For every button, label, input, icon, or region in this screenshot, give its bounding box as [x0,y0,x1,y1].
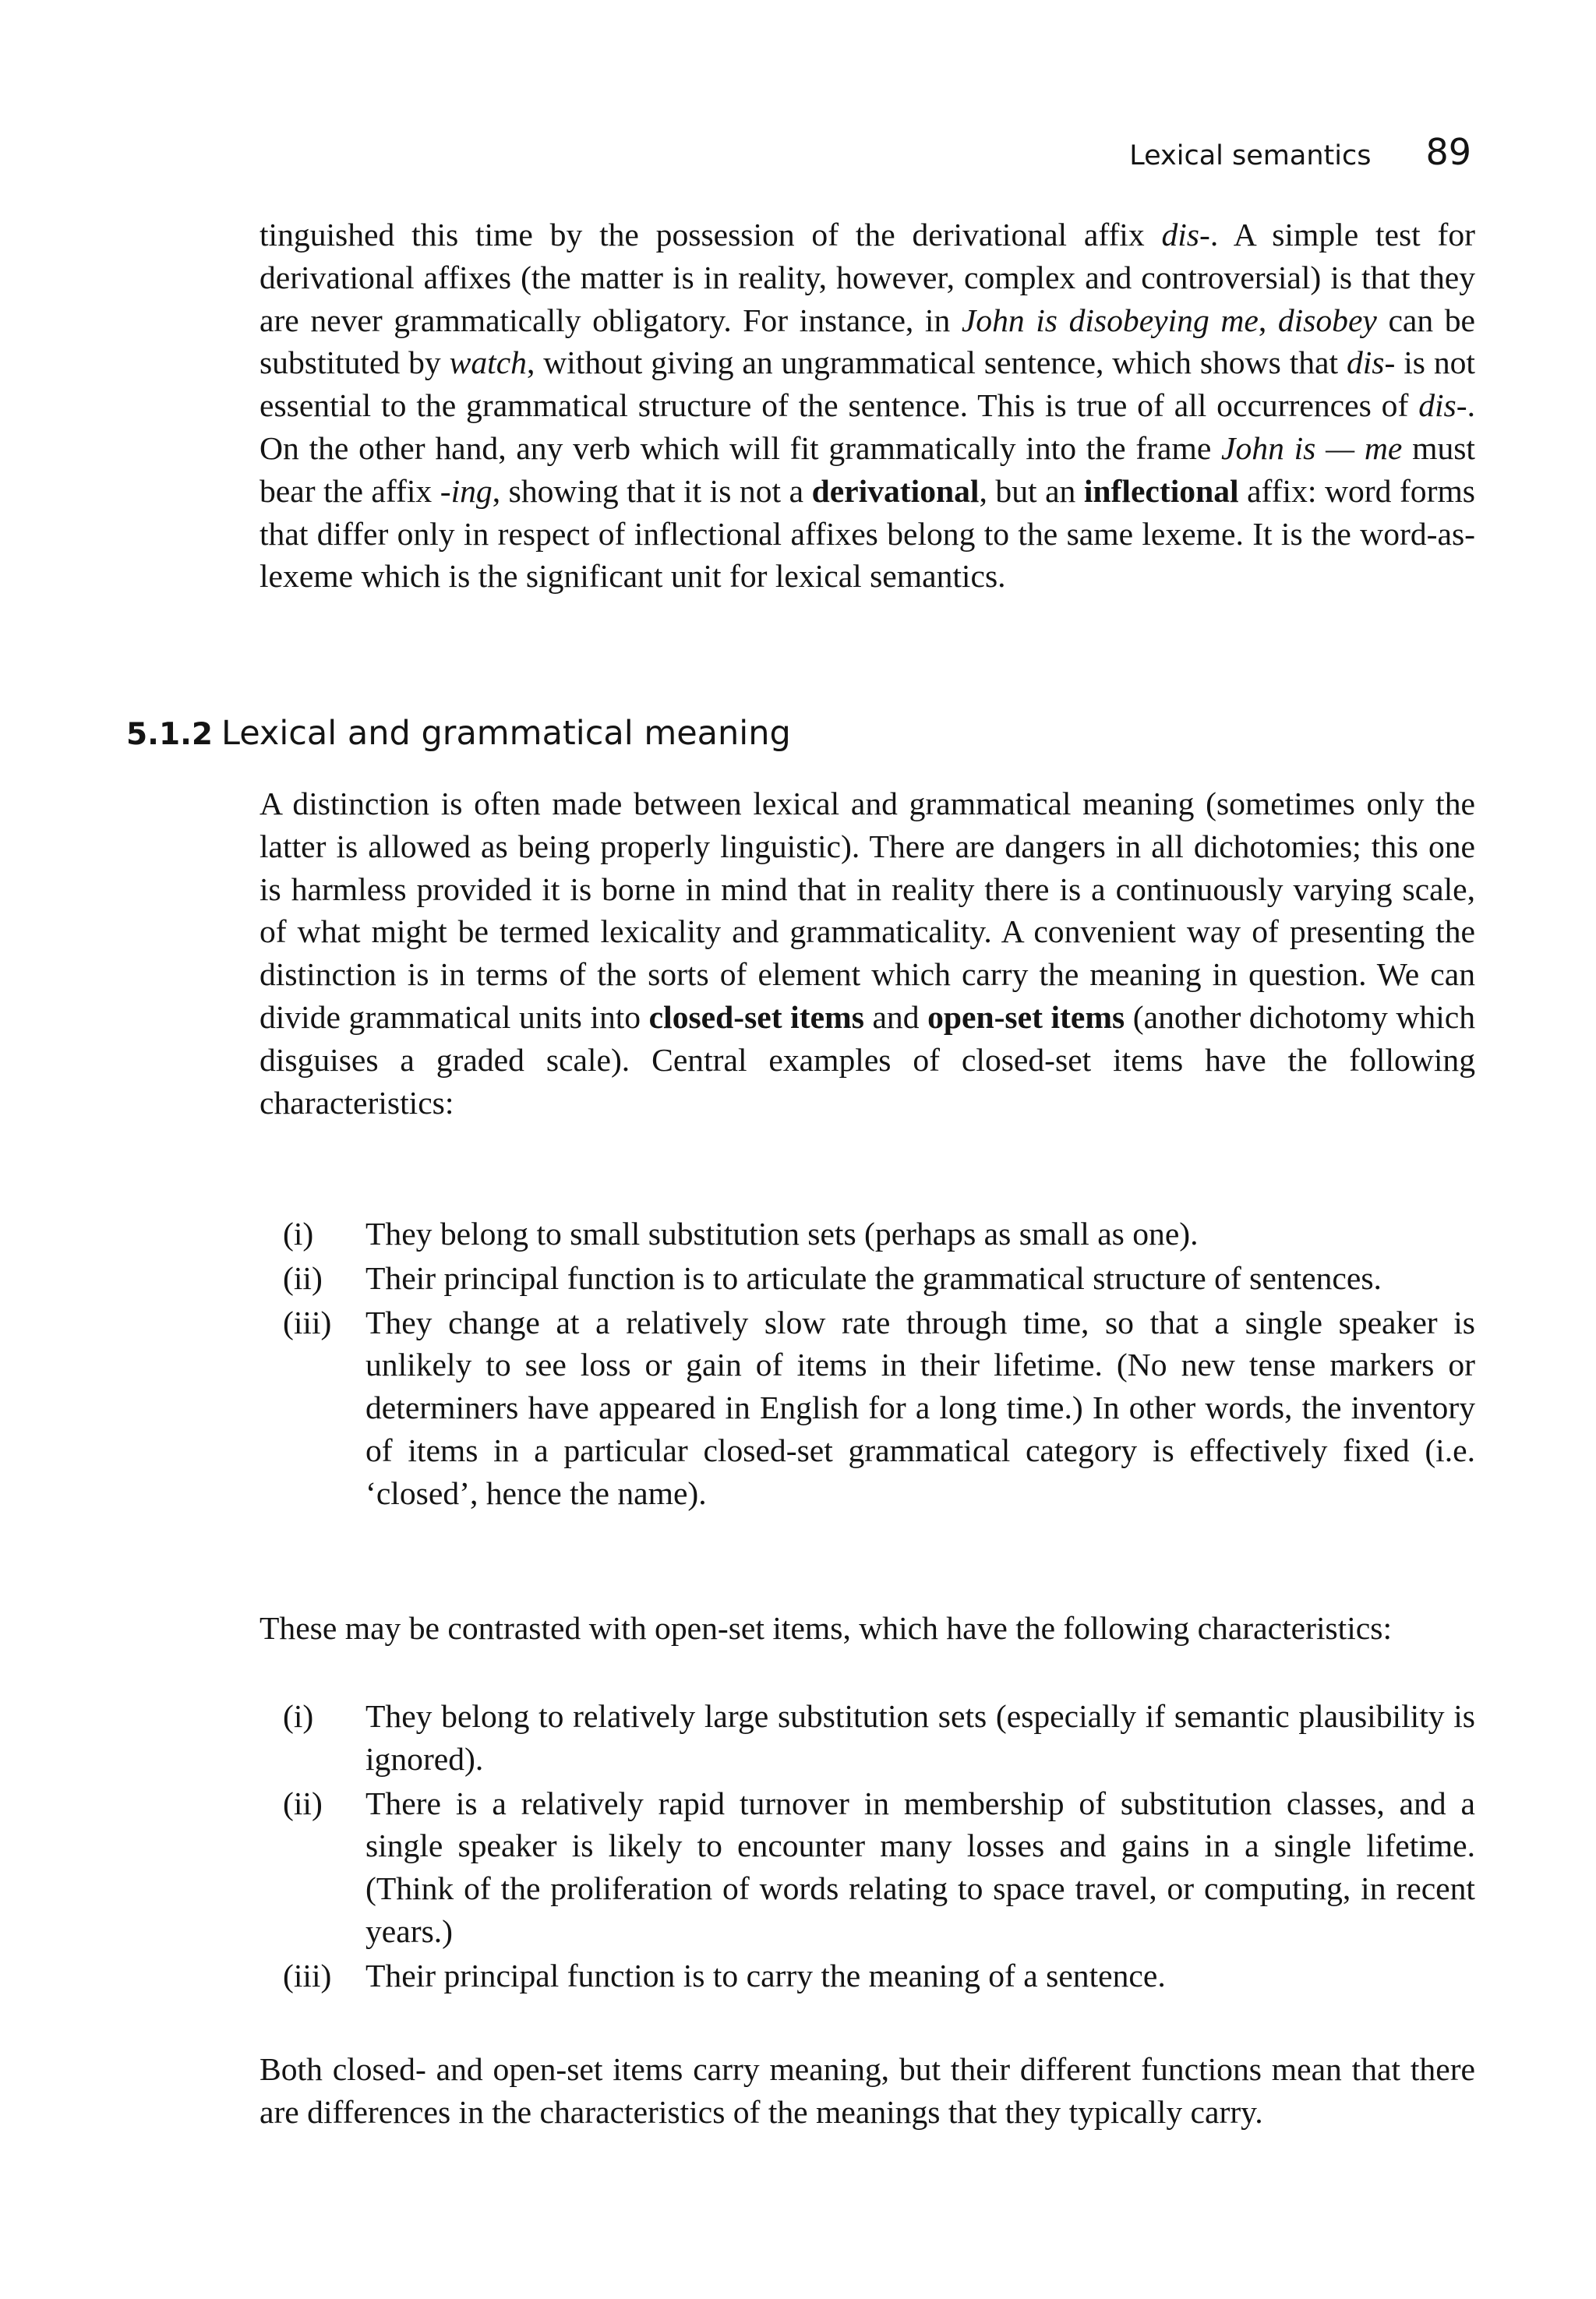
term-derivational: derivational [811,472,980,509]
paragraph-closing: Both closed- and open-set items carry meaning, but their different functions mean that there are differences in the characteristics of the meanings that they typically carry. [260,2051,1475,2130]
term-inflectional: inflectional [1083,472,1239,509]
running-title: Lexical semantics [1129,140,1372,171]
section-number: 5.1.2 [126,717,214,752]
section-title: Lexical and grammatical meaning [221,714,791,753]
list-item: (i) They belong to relatively large substitution sets (especially if semantic plausibility is ignored). [283,1698,1475,1777]
paragraph-open-set-intro: These may be contrasted with open-set items, which have the following characteristics: [260,1610,1392,1646]
closed-set-characteristics-list [283,1213,1475,1517]
list-item: (iii) They change at a relatively slow rate through time, so that a single speaker is unlikely to see loss or gain of items in their lifetime. (No new tense markers or determiners have appeared in English for a long time.) In other words, the inventory of items in a particular closed-set grammatical category is effectively fixed (i.e. ‘closed’, hence the name). [283,1304,1475,1511]
list-item: (iii) Their principal function is to carry the meaning of a sentence. [283,1957,1166,1994]
list-item: (ii) There is a relatively rapid turnover in membership of substitution classes, and a single speaker is likely to encounter many losses and gains in a single lifetime. (Think of the proliferation of words relating to space travel, or computing, in recent years.) [283,1785,1475,1949]
paragraph-derivational-affixes: tinguished this time by the possession of the derivational affix dis-. A simple test for derivational affixes (the matter is in reality, however, complex and controversial) is that they are never grammatically obligatory. For instance, in John is disobeying me, disobey can be substituted by watch, without giving an ungrammatical sentence, which shows that dis- is not essential to the grammatical structure of the sentence. This is true of all occurrences of dis-. On the other hand, any verb which will fit grammatically into the frame John is — me must bear the affix -ing, showing that it is not a derivational, but an inflectional affix: word forms that differ only in respect of inflectional affixes belong to the same lexeme. It is the word-as-lexeme which is the significant unit for lexical semantics. [260,217,1475,595]
list-item: (i) They belong to small substitution sets (perhaps as small as one). [283,1216,1199,1252]
section-heading [126,714,791,768]
term-closed-set-items: closed-set items [648,998,864,1035]
open-set-characteristics-list [283,1695,1475,1999]
list-item: (ii) Their principal function is to articulate the grammatical structure of sentences. [283,1259,1382,1296]
running-header [1129,131,1471,175]
page-number: 89 [1425,131,1471,173]
term-open-set-items: open-set items [927,998,1125,1035]
paragraph-lexical-grammatical: A distinction is often made between lexical and grammatical meaning (sometimes only the latter is allowed as being properly linguistic). There are dangers in all dichotomies; this one is harmless provided it is borne in mind that in reality there is a continuously varying scale, of what might be termed lexicality and grammaticality. A convenient way of presenting the distinction is in terms of the sorts of element which carry the meaning in question. We can divide grammatical units into closed-set items and open-set items (another dichotomy which disguises a graded scale). Central examples of closed-set items have the following characteristics: [260,786,1476,1121]
